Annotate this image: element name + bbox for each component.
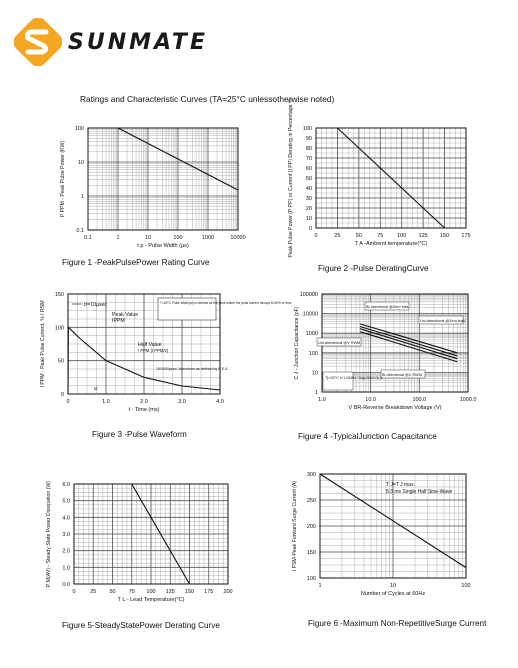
y-tick-label: 4.0 (62, 515, 70, 522)
y-tick-label: 300 (306, 472, 316, 478)
y-tick-label: 100 (74, 126, 84, 132)
y-tick-label: 1 (80, 194, 84, 200)
y-tick-label: 0 (308, 226, 312, 232)
x-tick-label: 1 (318, 583, 322, 589)
x-tick-label: 100.0 (412, 397, 427, 403)
x-tick-label: 75 (377, 233, 384, 239)
x-tick-label: 100 (173, 235, 183, 241)
caption-fig2: Figure 2 -Pulse DeratingCurve (318, 264, 429, 273)
y-axis-title: C J - Junction Capacitance (pF) (294, 306, 300, 380)
y-axis-title: I FSM-Peak Forward Surge Current (A) (292, 480, 298, 572)
y-tick-label: 10 (77, 160, 84, 166)
y-tick-label: 3.0 (62, 532, 70, 538)
page-heading: Ratings and Characteristic Curves (TA=25°C unlessotherwise noted) (80, 94, 335, 104)
x-tick-label: 175 (204, 589, 214, 595)
annotation-box (323, 372, 353, 390)
y-tick-label: 100 (306, 576, 316, 582)
annotation-bi-vrwm: Bi-directional @V RWM (382, 373, 422, 377)
x-axis-title: T L - Lead Temperature(°C) (117, 597, 185, 603)
chart-fig6 (290, 470, 490, 602)
y-tick-label: 6.0 (62, 482, 70, 488)
x-tick-label: 1 (116, 235, 120, 241)
x-tick-label: 1.0 (318, 397, 326, 403)
x-tick-label: 1.0 (102, 399, 110, 405)
y-tick-label: 150 (306, 550, 316, 556)
y-tick-label: 10 (305, 216, 312, 222)
y-tick-label: 100000 (299, 292, 318, 298)
y-tick-label: 80 (305, 146, 312, 152)
annotation-ippm: IPPM (112, 318, 125, 324)
caption-fig4: Figure 4 -TypicalJunction Capacitance (298, 432, 437, 441)
x-tick-label: 1000 (201, 235, 215, 241)
y-tick-label: 1 (314, 390, 318, 396)
y-axis-title: P M(AV) - Steady State Power Dissipation (W) (46, 480, 52, 588)
y-axis-title: P PPM - Peak Pulse Power (KW) (60, 140, 66, 218)
annotation-bi-zero: Bi-directional @Zero bias (366, 305, 409, 309)
y-tick-label: 60 (305, 166, 312, 172)
chart-fig2 (288, 98, 490, 258)
y-tick-label: 20 (305, 206, 312, 212)
x-axis-title: T A -Ambient temperature(°C) (354, 241, 428, 247)
y-tick-label: 5.0 (62, 498, 70, 505)
x-tick-label: 25 (90, 589, 97, 595)
y-tick-label: 200 (306, 524, 316, 530)
x-tick-label: 50 (355, 233, 362, 239)
x-tick-label: 125 (165, 589, 175, 595)
x-tick-label: 0 (66, 399, 70, 405)
annotation-half: Half Value (138, 342, 162, 348)
x-tick-label: 4.0 (216, 399, 224, 405)
x-tick-label: 150 (439, 233, 450, 239)
annotation-tr: tr=10µsec (84, 302, 108, 308)
x-tick-label: 125 (418, 233, 428, 239)
caption-fig3: Figure 3 -Pulse Waveform (92, 430, 187, 439)
annotation-conditions: Tj=25°C f=1.0MHz Vsig=50mVp-p (325, 376, 383, 380)
x-tick-label: 100 (146, 589, 156, 595)
y-tick-label: 10 (311, 370, 318, 377)
x-tick-label: 50 (109, 589, 116, 595)
x-tick-label: 200 (223, 589, 233, 595)
y-tick-label: 1000 (305, 331, 318, 338)
y-tick-label: 30 (305, 196, 312, 202)
annotation-uni-vrwm: Uni-directional @V RWM (318, 341, 361, 345)
caption-fig6: Figure 6 -Maximum Non-RepetitiveSurge Current (308, 619, 487, 628)
x-tick-label: 10000 (230, 235, 246, 241)
x-tick-label: 100 (397, 233, 407, 239)
annotation-box-text: T=25°C Pulse Width(td) is defined as the point where the peak current decays to 50% of Irsm (160, 301, 292, 305)
x-axis-title: V BR-Reverse Breakdown Voltage (V) (348, 405, 442, 411)
y-tick-label: 50 (305, 176, 312, 182)
x-tick-label: 150 (184, 589, 195, 595)
chart-fig3 (40, 288, 292, 420)
x-tick-label: 25 (334, 233, 341, 239)
annotation-cond1: T J=T J max. (386, 482, 415, 488)
x-tick-label: 10.0 (365, 397, 377, 403)
caption-fig5: Figure 5-SteadyStatePower Derating Curve (62, 621, 220, 630)
x-tick-label: 0 (72, 589, 76, 595)
annotation-peak: Peak Value (112, 312, 139, 318)
x-axis-title: t p - Pulse Width (µs) (137, 243, 189, 249)
chart-fig1 (44, 120, 244, 250)
y-tick-label: 50 (57, 358, 64, 365)
annotation-wave: 10/1000µsec. Waveform as defined by R.E.A (156, 367, 228, 371)
y-tick-label: 100 (54, 325, 64, 332)
y-tick-label: 0.0 (62, 582, 70, 588)
x-tick-label: 1000.0 (459, 397, 477, 403)
x-tick-label: 3.0 (178, 399, 186, 405)
x-axis-title: Number of Cycles at 60Hz (360, 591, 426, 597)
chart-fig5 (44, 476, 244, 608)
x-tick-label: 10 (389, 583, 397, 589)
x-tick-label: 2.0 (140, 399, 148, 405)
x-axis-title: t - Time (ms) (128, 407, 160, 413)
y-tick-label: 90 (305, 136, 312, 142)
chart-fig4 (290, 288, 490, 420)
y-tick-label: 0 (60, 392, 64, 398)
y-tick-label: 100 (302, 126, 312, 132)
y-tick-label: 100 (308, 350, 318, 357)
y-tick-label: 150 (54, 292, 64, 298)
x-tick-label: 0.1 (84, 235, 92, 241)
annotation-td: td (94, 386, 98, 391)
y-tick-label: 250 (306, 498, 316, 504)
y-tick-label: 1.0 (62, 565, 70, 572)
annotation-uni-zero: Uni-directional @Zero bias (420, 319, 466, 323)
y-axis-title: I PPM - Peak Pulse Current, % I RSM (40, 300, 46, 388)
annotation-cond2: 8.3 ms Single Half Sine-Wave (386, 489, 453, 495)
y-tick-label: 40 (305, 186, 312, 192)
caption-fig1: Figure 1 -PeakPulsePower Rating Curve (62, 258, 210, 267)
y-tick-label: 70 (305, 156, 312, 162)
brand-logo-text: SUNMATE (68, 30, 208, 55)
x-tick-label: 10 (144, 235, 152, 241)
x-tick-label: 100 (461, 583, 471, 589)
y-tick-label: 10000 (302, 311, 318, 318)
y-tick-label: 0.1 (76, 228, 84, 234)
y-axis-title: Peak Pulse Power (P PP) or Current (I PP) Derating in Percentage % (288, 98, 294, 258)
logo-mark-icon (14, 18, 62, 66)
x-tick-label: 175 (461, 233, 471, 239)
y-tick-label: 2.0 (62, 548, 70, 555)
annotation-half-sub: I PPM (I PPM/2) (138, 348, 169, 353)
x-tick-label: 75 (128, 589, 135, 595)
x-tick-label: 0 (314, 233, 318, 239)
